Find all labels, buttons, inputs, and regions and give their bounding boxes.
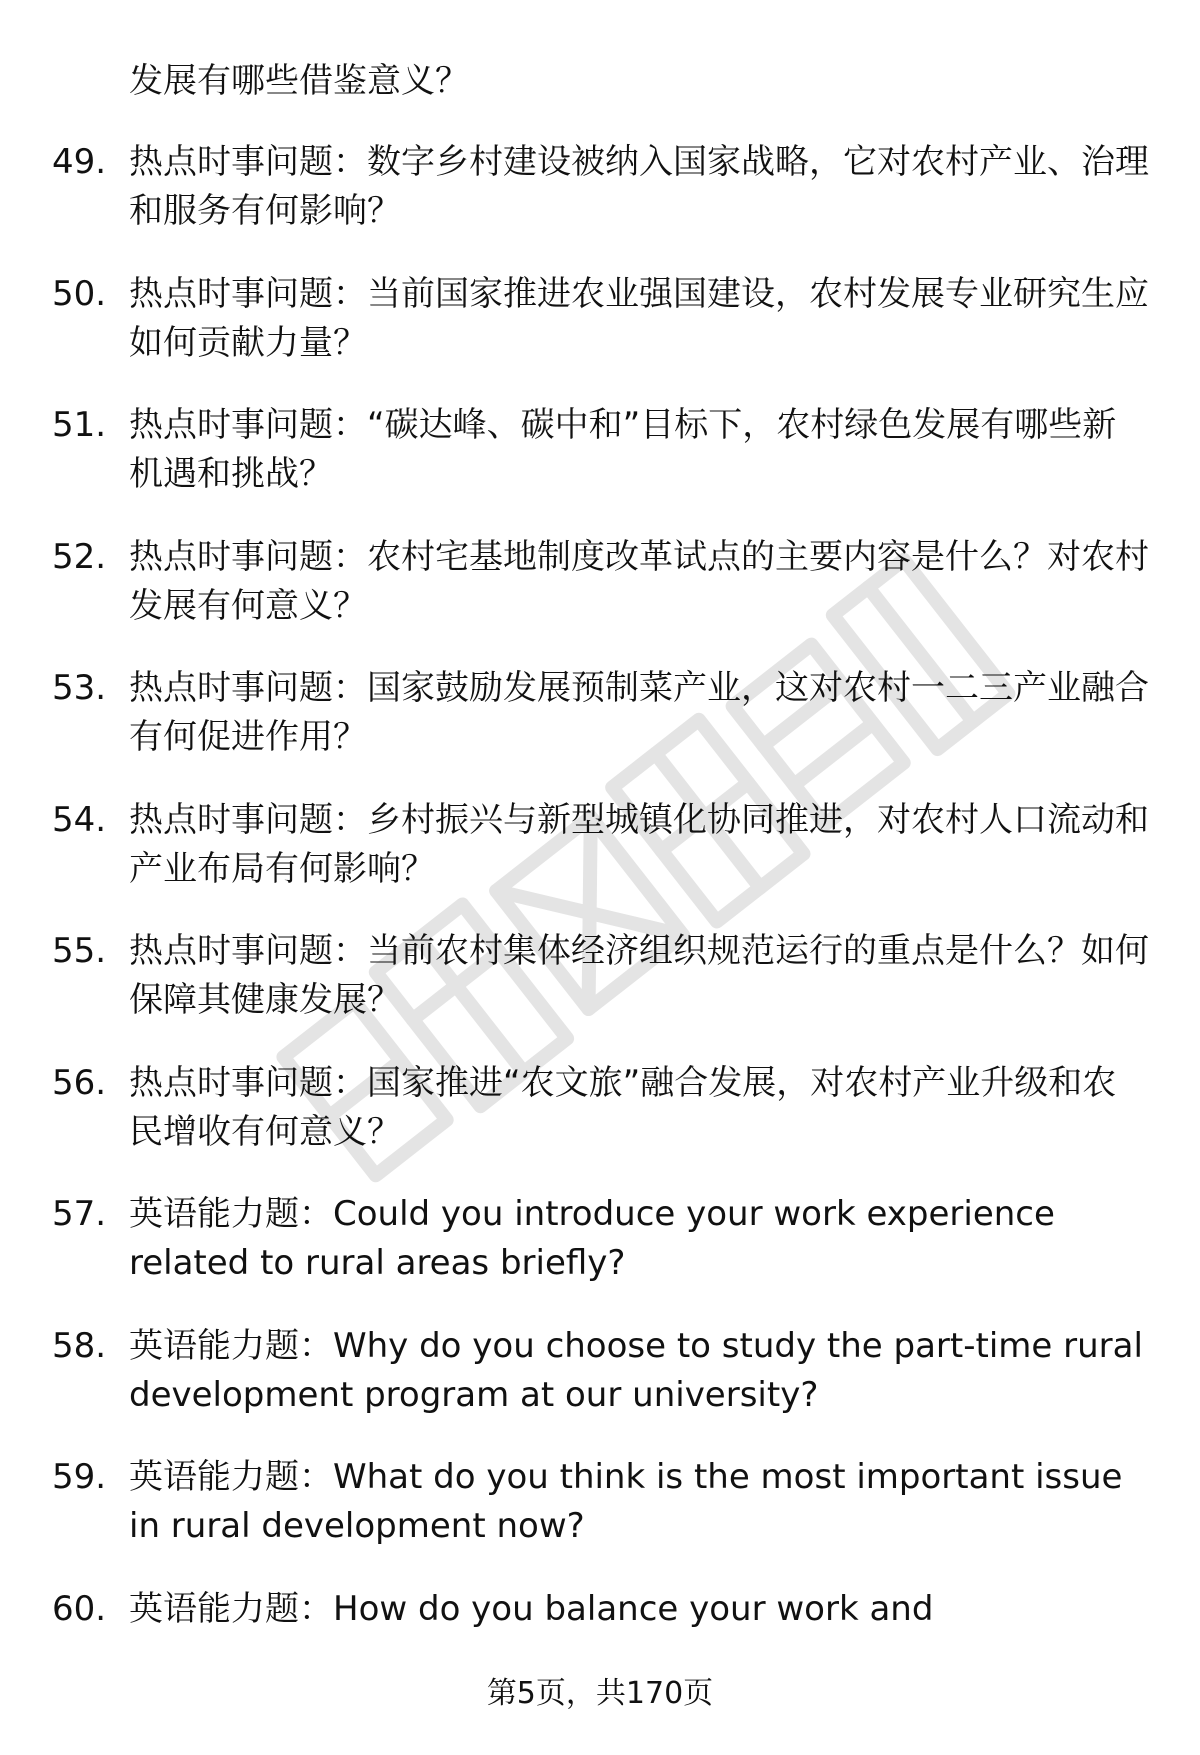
- question-number: 49.: [52, 142, 107, 182]
- question-text: 英语能力题：How do you balance your work and: [129, 1588, 934, 1629]
- question-number: 56.: [52, 1062, 107, 1103]
- question-text: 热点时事问题：“碳达峰、碳中和”目标下，农村绿色发展有哪些新机遇和挑战？: [129, 405, 1117, 494]
- question-number: 60.: [52, 1588, 107, 1629]
- question-list: [0, 138, 1200, 1716]
- question-number: 58.: [52, 1325, 107, 1366]
- page-footer: 第5页，共170页: [486, 1676, 714, 1711]
- question-item: [0, 1453, 1200, 1585]
- question-item: [0, 796, 1200, 928]
- question-number: 53.: [52, 668, 107, 708]
- question-text: 热点时事问题：数字乡村建设被纳入国家战略，它对农村产业、治理和服务有何影响？: [129, 142, 1149, 231]
- question-item: [0, 270, 1200, 402]
- question-text: 热点时事问题：国家鼓励发展预制菜产业，这对农村一二三产业融合有何促进作用？: [129, 668, 1149, 757]
- question-item: [0, 1059, 1200, 1191]
- question-text: 热点时事问题：国家推进“农文旅”融合发展，对农村产业升级和农民增收有何意义？: [129, 1062, 1117, 1152]
- question-text: 热点时事问题：乡村振兴与新型城镇化协同推进，对农村人口流动和产业布局有何影响？: [129, 799, 1149, 889]
- question-item: [0, 1322, 1200, 1454]
- question-item: [0, 1190, 1200, 1322]
- question-item: [0, 401, 1200, 533]
- question-text: 英语能力题：Could you introduce your work experience related to rural areas briefly?: [129, 1194, 1055, 1283]
- question-item: [0, 533, 1200, 665]
- question-number: 52.: [52, 536, 107, 577]
- question-item: [0, 927, 1200, 1059]
- question-text: 热点时事问题：当前农村集体经济组织规范运行的重点是什么？如何保障其健康发展？: [129, 931, 1149, 1020]
- question-number: 55.: [52, 931, 107, 971]
- question-item: [0, 664, 1200, 796]
- question-number: 51.: [52, 405, 107, 445]
- question-text: 英语能力题：Why do you choose to study the part-time rural development program at our university?: [129, 1325, 1143, 1415]
- continuation-text: 发展有哪些借鉴意义？: [129, 61, 469, 101]
- question-text: 热点时事问题：农村宅基地制度改革试点的主要内容是什么？对农村发展有何意义？: [129, 536, 1149, 626]
- question-text: 热点时事问题：当前国家推进农业强国建设，农村发展专业研究生应如何贡献力量？: [129, 273, 1149, 363]
- question-number: 54.: [52, 799, 107, 840]
- question-number: 57.: [52, 1194, 107, 1234]
- question-number: 59.: [52, 1457, 107, 1497]
- question-number: 50.: [52, 273, 107, 314]
- question-text: 英语能力题：What do you think is the most important issue in rural development now?: [129, 1457, 1123, 1546]
- question-item: [0, 138, 1200, 270]
